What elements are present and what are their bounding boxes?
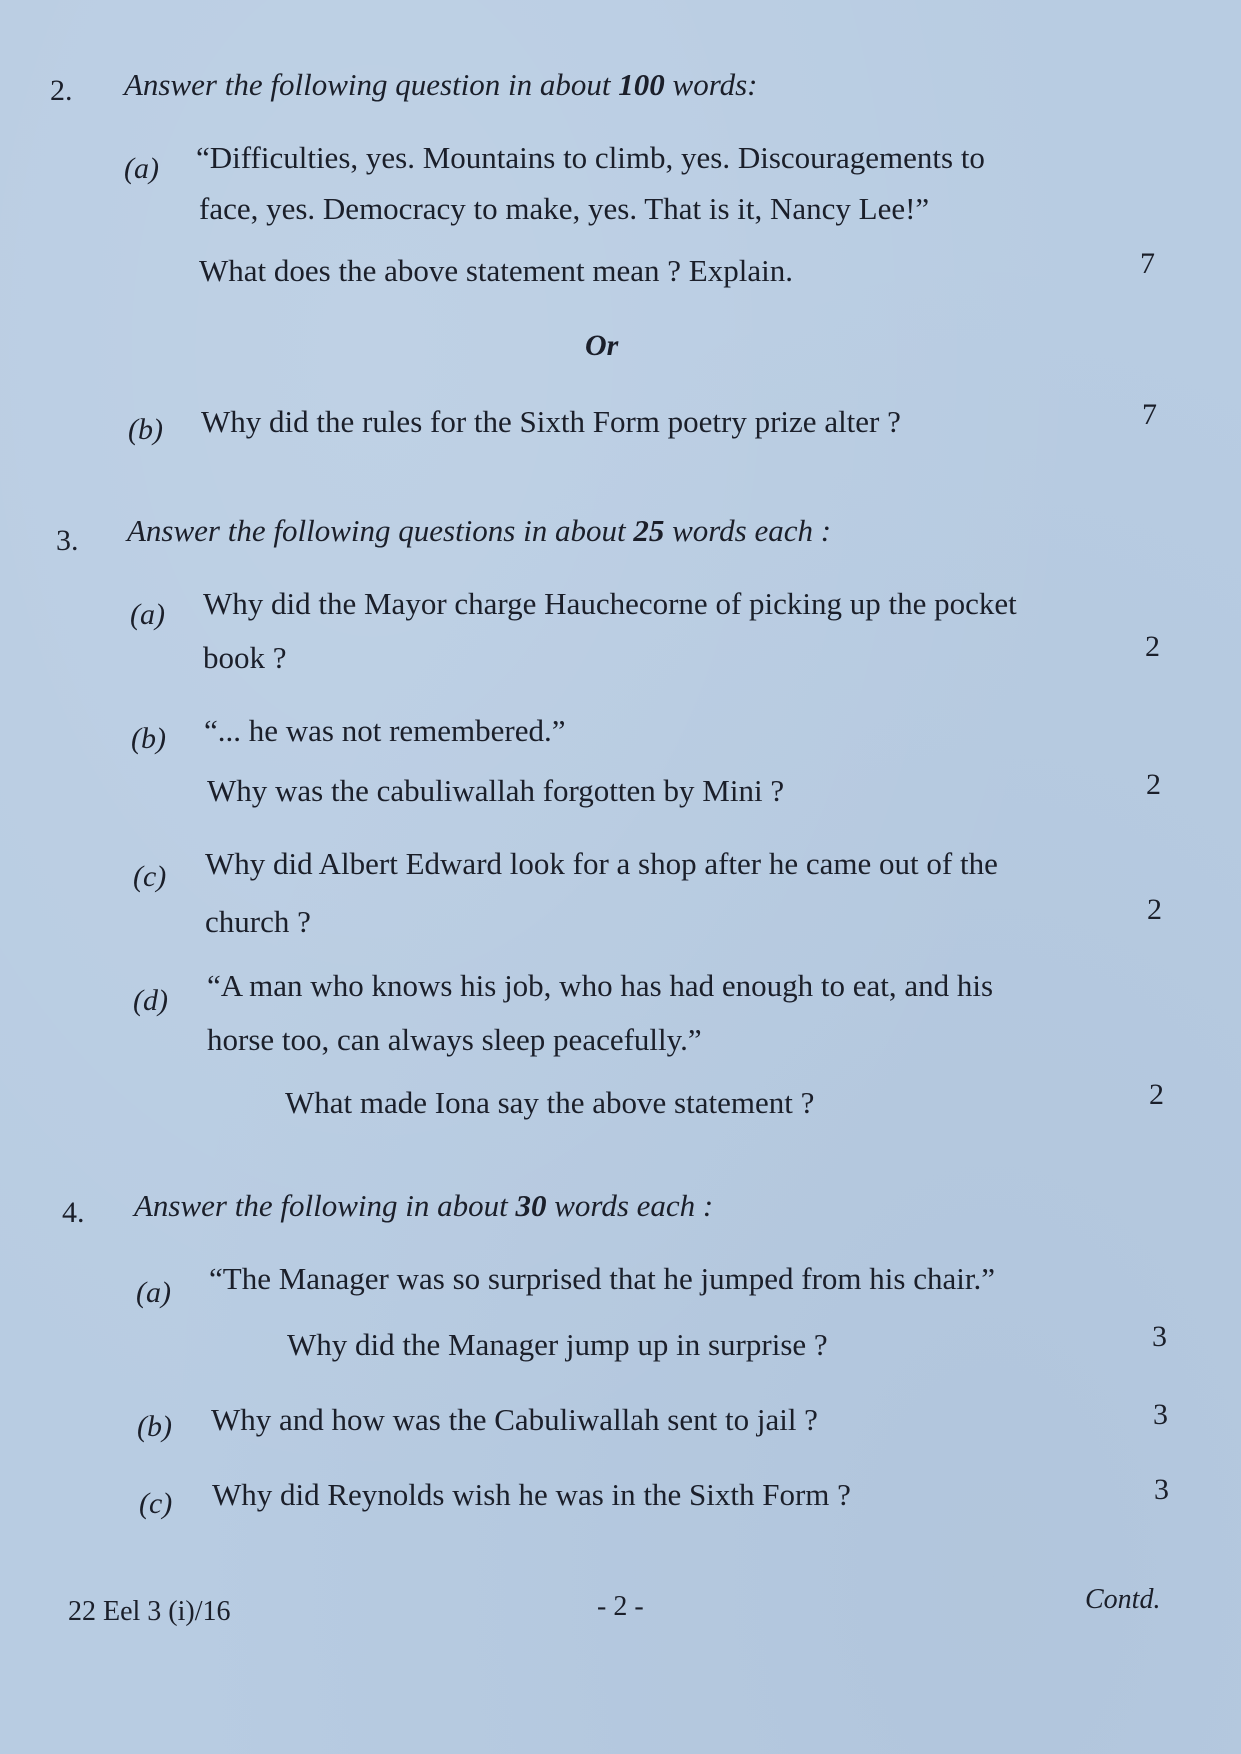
q4-heading-num: 30 <box>515 1188 547 1223</box>
q3c-label: (c) <box>133 860 167 893</box>
q3-heading-pre: Answer the following questions in about <box>127 513 626 548</box>
q3d-line1: “A man who knows his job, who has had enough to eat, and his <box>207 968 994 1003</box>
q4b-marks: 3 <box>1153 1398 1168 1431</box>
q3a-marks: 2 <box>1145 630 1160 663</box>
q3b-line2: Why was the cabuliwallah forgotten by Mini ? <box>207 773 785 808</box>
q3c-marks: 2 <box>1147 893 1162 926</box>
q4-heading <box>134 1188 713 1224</box>
q3d-marks: 2 <box>1149 1078 1164 1111</box>
q2b-marks: 7 <box>1142 398 1157 431</box>
q2b-line1: Why did the rules for the Sixth Form poetry prize alter ? <box>201 404 901 439</box>
q2-or: Or <box>585 329 619 362</box>
q3d-label: (d) <box>133 984 168 1017</box>
q3a-line1: Why did the Mayor charge Hauchecorne of picking up the pocket <box>203 586 1017 621</box>
q4b-label: (b) <box>137 1410 172 1443</box>
q3c-line2: church ? <box>205 904 311 939</box>
q2-heading <box>124 67 758 103</box>
q2a-line1: “Difficulties, yes. Mountains to climb, yes. Discouragements to <box>196 140 985 175</box>
q2a-label: (a) <box>124 152 159 185</box>
q3c-line1: Why did Albert Edward look for a shop after he came out of the <box>205 846 998 881</box>
q3-heading <box>127 513 831 549</box>
q4c-line1: Why did Reynolds wish he was in the Sixth Form ? <box>212 1477 851 1512</box>
q3b-line1: “... he was not remembered.” <box>204 713 566 748</box>
q2-heading-num: 100 <box>618 67 665 102</box>
footer-contd: Contd. <box>1085 1584 1161 1615</box>
q4-number: 4. <box>62 1196 85 1229</box>
q4c-marks: 3 <box>1154 1473 1169 1506</box>
q4a-line2: Why did the Manager jump up in surprise ? <box>287 1327 828 1362</box>
q4b-line1: Why and how was the Cabuliwallah sent to jail ? <box>211 1402 818 1437</box>
q4a-line1: “The Manager was so surprised that he jumped from his chair.” <box>209 1261 995 1296</box>
q3a-label: (a) <box>130 598 165 631</box>
q2a-line3: What does the above statement mean ? Explain. <box>199 253 793 288</box>
q4c-label: (c) <box>139 1487 173 1520</box>
q3a-line2: book ? <box>203 640 287 675</box>
q4-heading-post: words each : <box>554 1188 714 1223</box>
q2-heading-pre: Answer the following question in about <box>124 67 611 102</box>
q3d-line3: What made Iona say the above statement ? <box>285 1085 815 1120</box>
q4a-label: (a) <box>136 1276 171 1309</box>
footer-page-number: - 2 - <box>597 1591 644 1622</box>
q2a-line2: face, yes. Democracy to make, yes. That is it, Nancy Lee!” <box>199 191 930 226</box>
q2a-marks: 7 <box>1140 247 1155 280</box>
q3d-line2: horse too, can always sleep peacefully.” <box>207 1022 702 1057</box>
q3-heading-num: 25 <box>633 513 665 548</box>
q4-heading-pre: Answer the following in about <box>134 1188 508 1223</box>
footer-paper-code: 22 Eel 3 (i)/16 <box>68 1596 231 1627</box>
q2-heading-post: words: <box>672 67 758 102</box>
q3-number: 3. <box>56 524 79 557</box>
q4a-marks: 3 <box>1152 1320 1167 1353</box>
q2b-label: (b) <box>128 413 163 446</box>
q3-heading-post: words each : <box>672 513 832 548</box>
q3b-marks: 2 <box>1146 768 1161 801</box>
q2-number: 2. <box>50 74 73 107</box>
q3b-label: (b) <box>131 722 166 755</box>
